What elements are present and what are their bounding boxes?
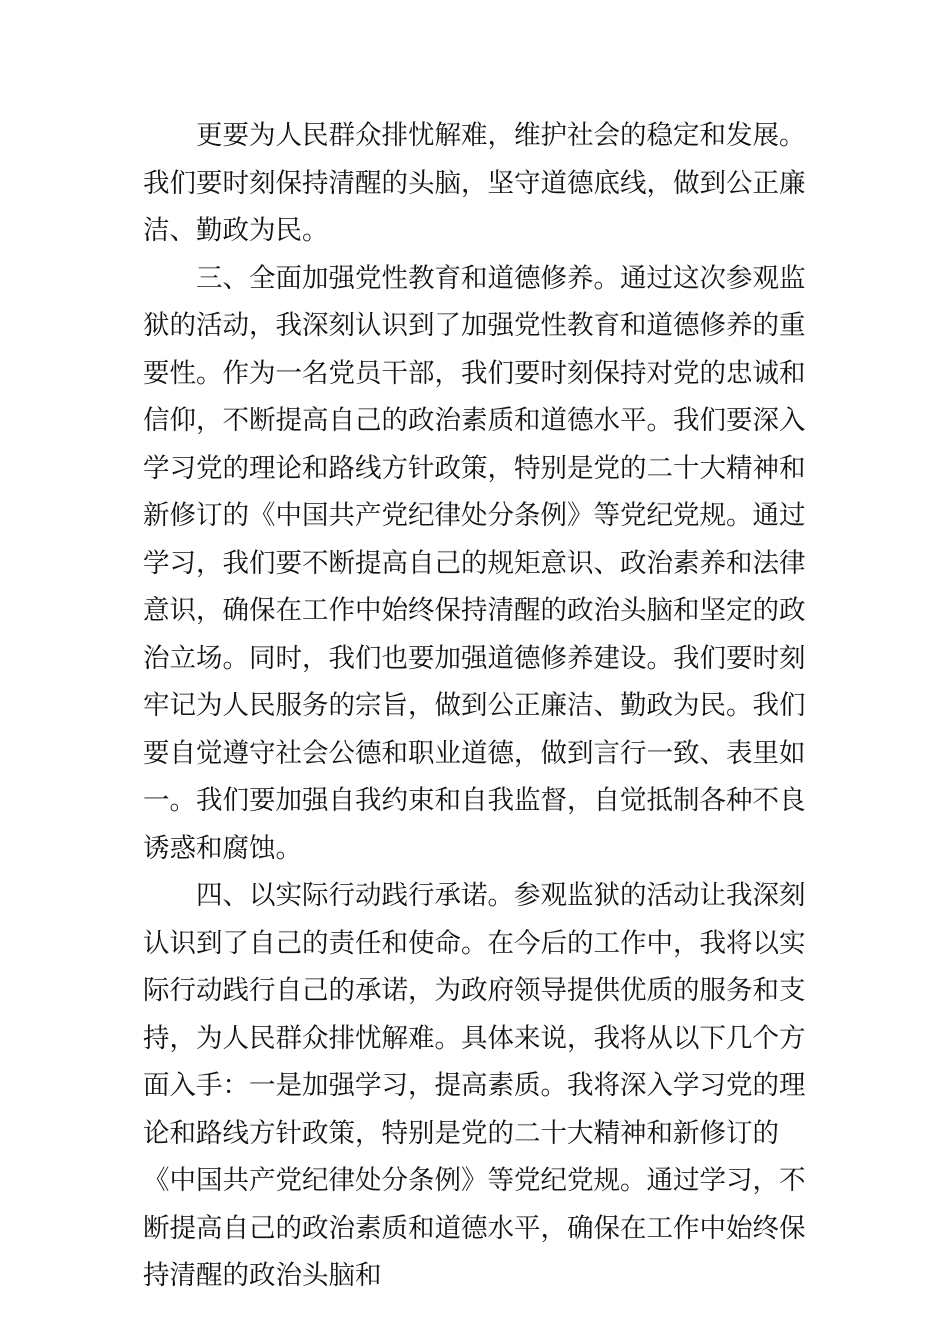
text-line: 意识，确保在工作中始终保持清醒的政治头脑和坚定的政 bbox=[143, 595, 806, 626]
text-line: 诱惑和腐蚀。 bbox=[143, 832, 302, 864]
text-line: 洁、勤政为民。 bbox=[143, 215, 329, 246]
text-line: 际行动践行自己的承诺，为政府领导提供优质的服务和支 bbox=[143, 975, 806, 1006]
body-text bbox=[143, 112, 808, 1300]
text-line: 断提高自己的政治素质和道德水平，确保在工作中始终保 bbox=[143, 1212, 806, 1244]
section-three-heading-line: 三、全面加强党性教育和道德修养。通过这次参观监 bbox=[196, 262, 806, 294]
text-line: 治立场。同时，我们也要加强道德修养建设。我们要时刻 bbox=[143, 642, 806, 674]
text-line: 新修订的《中国共产党纪律处分条例》等党纪党规。通过 bbox=[143, 500, 806, 531]
text-line: 持，为人民群众排忧解难。具体来说，我将从以下几个方 bbox=[143, 1022, 806, 1054]
section-four-heading-line: 四、以实际行动践行承诺。参观监狱的活动让我深刻 bbox=[196, 880, 806, 911]
text-line: 论和路线方针政策，特别是党的二十大精神和新修订的 bbox=[143, 1117, 779, 1149]
text-line: 认识到了自己的责任和使命。在今后的工作中，我将以实 bbox=[143, 927, 806, 959]
text-line: 我们要时刻保持清醒的头脑，坚守道德底线，做到公正廉 bbox=[143, 167, 806, 199]
text-line: 一。我们要加强自我约束和自我监督，自觉抵制各种不良 bbox=[143, 785, 806, 816]
text-line: 狱的活动，我深刻认识到了加强党性教育和道德修养的重 bbox=[143, 310, 806, 341]
text-line: 《中国共产党纪律处分条例》等党纪党规。通过学习，不 bbox=[143, 1165, 806, 1196]
text-line: 要自觉遵守社会公德和职业道德，做到言行一致、表里如 bbox=[143, 737, 806, 769]
text-line: 持清醒的政治头脑和 bbox=[143, 1260, 382, 1291]
text-line: 要性。作为一名党员干部，我们要时刻保持对党的忠诚和 bbox=[143, 357, 806, 389]
text-line: 学习，我们要不断提高自己的规矩意识、政治素养和法律 bbox=[143, 547, 806, 579]
text-line: 信仰，不断提高自己的政治素质和道德水平。我们要深入 bbox=[143, 405, 806, 436]
text-line: 学习党的理论和路线方针政策，特别是党的二十大精神和 bbox=[143, 452, 806, 484]
text-line: 更要为人民群众排忧解难，维护社会的稳定和发展。 bbox=[196, 120, 806, 151]
text-line: 面入手：一是加强学习，提高素质。我将深入学习党的理 bbox=[143, 1070, 806, 1101]
text-line: 牢记为人民服务的宗旨，做到公正廉洁、勤政为民。我们 bbox=[143, 690, 806, 721]
